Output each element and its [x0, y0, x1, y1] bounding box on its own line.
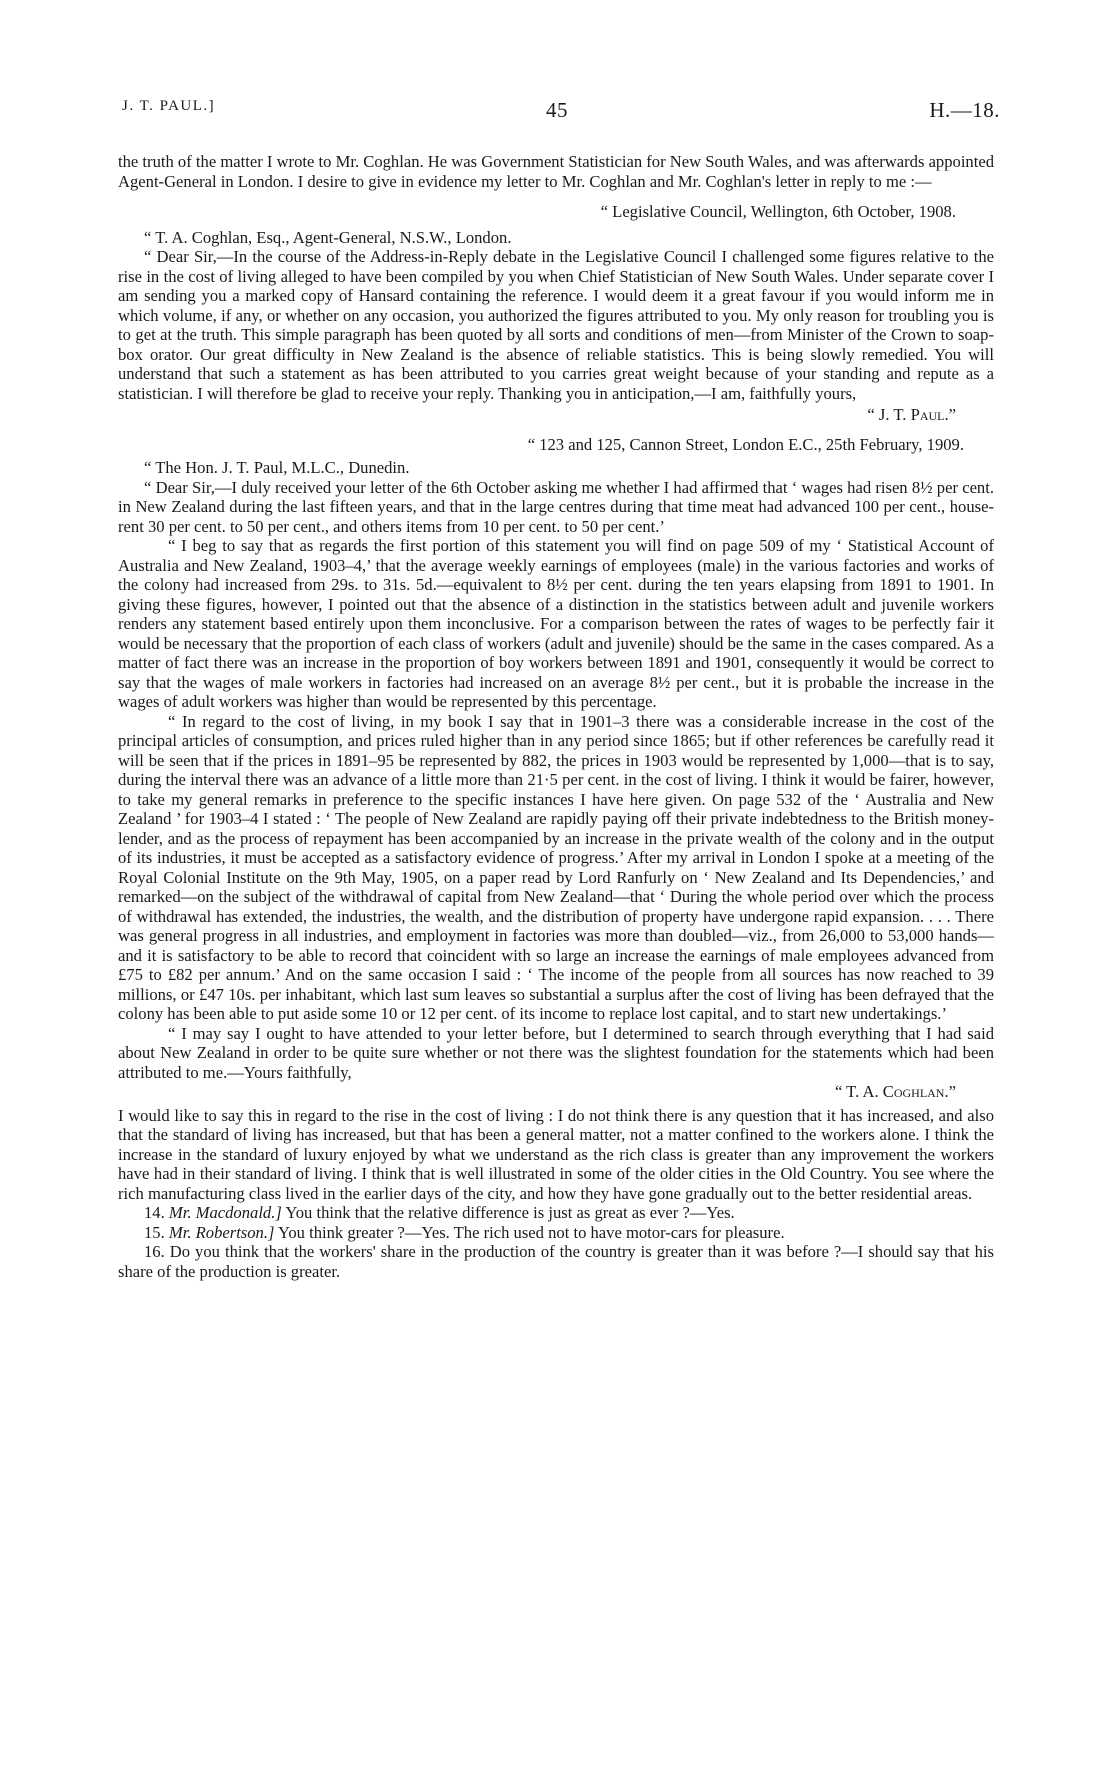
- qa-item-15: 15. Mr. Robertson.] You think greater ?—Yes. The rich used not to have motor-cars for pleasure.: [144, 1222, 785, 1242]
- document-body: [118, 152, 994, 1281]
- letter2-para2: “ I beg to say that as regards the first portion of this statement you will find on page 509 of my ‘ Statistical Account of Australia and New Zealand, 1903–4,’ that the average weekly earnings of employees (male) in the various factories and works of the colony had increased from 29s. to 31s. 5d.—equivalent to 8½ per cent. during the ten years elapsing from 1891 to 1901. In giving these figures, however, I pointed out that the absence of a distinction in the statistics between adult and juvenile workers renders any statement based entirely upon them inconclusive. For a comparison between the rates of wages to be perfectly fair it would be necessary that the proportion of each class of workers (adult and juvenile) should be the same in the cases compared. As a matter of fact there was an increase in the proportion of boy workers between 1891 and 1901, consequently it would be correct to say that the wages of male workers in factories had increased on an average 8½ per cent., but it is probable the increase in the wages of adult workers was higher than would be represented by this percentage.: [118, 536, 994, 711]
- letter1-recipient: “ T. A. Coghlan, Esq., Agent-General, N.S.W., London.: [144, 227, 512, 247]
- qa-item-14: 14. Mr. Macdonald.] You think that the relative difference is just as great as ever ?—Yes.: [144, 1203, 735, 1222]
- letter1-body: “ Dear Sir,—In the course of the Address-in-Reply debate in the Legislative Council I challenged some figures relative to the rise in the cost of living alleged to have been compiled by you when Chief Statistician of New South Wales. Under separate cover I am sending you a marked copy of Hansard containing the reference. I would deem it a great favour if you would inform me in which volume, if any, or whether on any occasion, you authorized the figures attributed to you. My only reason for troubling you is to get at the truth. This simple paragraph has been quoted by all sorts and conditions of men—from Minister of the Crown to soap-box orator. Our great difficulty in New Zealand is the absence of reliable statistics. This is being slowly remedied. You will understand that such a statement as has been attributed to you carries great weight because of your standing and repute as a statistician. I will therefore be glad to receive your reply. Thanking you in anticipation,—I am, faithfully yours,: [118, 247, 994, 403]
- letter2-address: “ 123 and 125, Cannon Street, London E.C., 25th February, 1909.: [527, 434, 964, 454]
- letter1-address: “ Legislative Council, Wellington, 6th October, 1908.: [600, 202, 956, 221]
- letter2-para4: “ I may say I ought to have attended to your letter before, but I determined to search through everything that I had said about New Zealand in order to be quite sure whether or not there was the slightest foundation for the statements which had been attributed to me.—Yours faithfully,: [118, 1023, 994, 1082]
- header-witness-name: J. T. PAUL.]: [122, 98, 216, 114]
- document-code: H.—18.: [929, 98, 1000, 122]
- letter2-para3: “ In regard to the cost of living, in my book I say that in 1901–3 there was a considerable increase in the cost of the principal articles of consumption, and prices ruled higher than in any period since 1865; but if other references be carefully read it will be seen that if the prices in 1891–95 be represented by 882, the prices in 1903 would be represented by 1,000—that is to say, during the interval there was an advance of a little more than 21·5 per cent. in the cost of living. I think it would be fairer, however, to take my general remarks in preference to the specific instances I have here given. On page 532 of the ‘ Australia and New Zealand ’ for 1903–4 I stated : ‘ The people of New Zealand are rapidly paying off their private indebtedness to the British money-lender, and as the process of repayment has been accompanied by an increase in the private wealth of the colony and in the output of its industries, it must be accepted as a satisfactory evidence of progress.’ After my arrival in London I spoke at a meeting of the Royal Colonial Institute on the 9th May, 1905, on a paper read by Lord Ranfurly on ‘ New Zealand and Its Dependencies,’ and remarked—on the subject of the withdrawal of capital from New Zealand—that ‘ During the whole period over which the process of withdrawal has extended, the industries, the wealth, and the distribution of property have undergone rapid expansion. . . . There was general progress in all industries, and employment in factories was more than doubled—viz., from 26,000 to 53,000 hands—and it is satisfactory to be able to record that coincident with so large an increase the earnings of male employees advanced from £75 to £82 per annum.’ And on the same occasion I said : ‘ The income of the people from all sources has now reached to 39 millions, or £47 10s. per inhabitant, which last sum leaves so substantial a surplus after the cost of living has been defrayed that the colony has been able to put aside some 10 or 12 per cent. of its income to replace lost capital, and to start new undertakings.’: [118, 711, 994, 1023]
- paragraph-testimony: I would like to say this in regard to the rise in the cost of living : I do not think there is any question that it has increased, and also that the standard of living has increased, but that has been a general matter, not a matter confined to the workers alone. I think the increase in the standard of luxury enjoyed by what we understand as the rich class is greater than any improvement the workers have had in their standard of living. I think that is well illustrated in some of the older cities in the Old Country. You see where the rich manufacturing class lived in the earlier days of the city, and how they have gone gradually out to the better residential areas.: [118, 1105, 994, 1203]
- letter2-recipient: “ The Hon. J. T. Paul, M.L.C., Dunedin.: [144, 458, 410, 477]
- page-number: 45: [546, 98, 568, 122]
- letter2-para1: “ Dear Sir,—I duly received your letter of the 6th October asking me whether I had affirmed that ‘ wages had risen 8½ per cent. in New Zealand during the last fifteen years, and that in the large centres during that time meat had advanced 100 per cent., house-rent 30 per cent. to 50 per cent., and others items from 10 per cent. to 50 per cent.’: [118, 477, 994, 536]
- qa-speaker: Mr. Robertson.]: [168, 1222, 275, 1242]
- paragraph-intro: the truth of the matter I wrote to Mr. Coghlan. He was Government Statistician for New South Wales, and was afterwards appointed Agent-General in London. I desire to give in evidence my letter to Mr. Coghlan and Mr. Coghlan's letter in reply to me :—: [118, 152, 994, 191]
- qa-speaker: Mr. Macdonald.]: [168, 1203, 282, 1222]
- qa-text: You think greater ?—Yes. The rich used not to have motor-cars for pleasure.: [278, 1222, 785, 1242]
- letter2-signature: “ T. A. Coghlan.”: [834, 1082, 956, 1101]
- qa-text: Do you think that the workers' share in the production of the country is greater than it was before ?—I should say that his share of the production is greater.: [118, 1242, 994, 1281]
- qa-text: You think that the relative difference is just as great as ever ?—Yes.: [285, 1203, 735, 1222]
- letter1-signature: “ J. T. Paul.”: [867, 405, 956, 424]
- qa-item-16: 16. Do you think that the workers' share in the production of the country is greater than it was before ?—I should say that his share of the production is greater.: [118, 1242, 994, 1281]
